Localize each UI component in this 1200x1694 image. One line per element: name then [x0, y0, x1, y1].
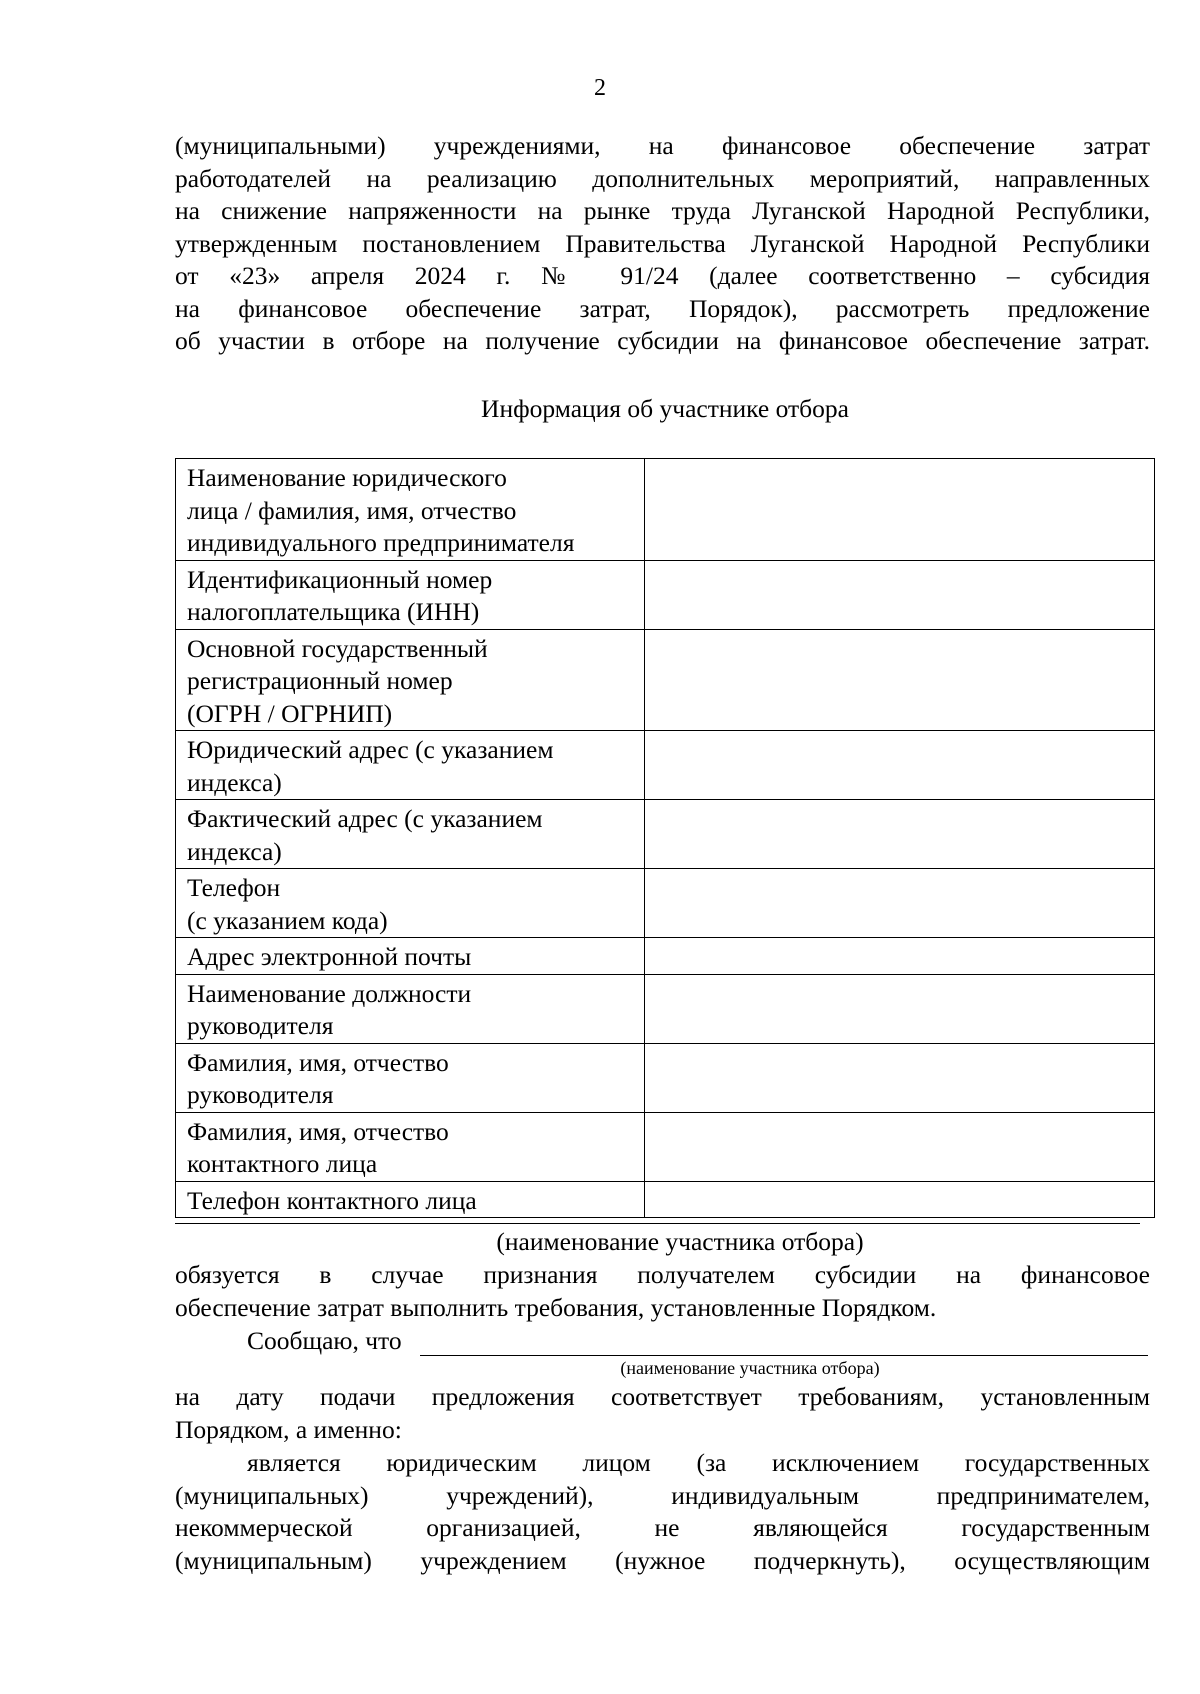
value-contact-name[interactable]	[645, 1112, 1155, 1181]
label-legal-name	[176, 459, 645, 561]
status-line: некоммерческой организацией, не являющейся государственным	[175, 1513, 1150, 1542]
participant-info-table	[175, 458, 1155, 1218]
table-row	[176, 1112, 1155, 1181]
label-line: налогоплательщика (ИНН)	[187, 597, 480, 626]
table-row	[176, 800, 1155, 869]
intro-line: на снижение напряженности на рынке труда Луганской Народной Республики,	[175, 196, 1150, 225]
intro-line: работодателей на реализацию дополнительных мероприятий, направленных	[175, 163, 1150, 193]
label-line: индекса)	[187, 836, 282, 866]
label-line: лица / фамилия, имя, отчество	[187, 495, 517, 525]
label-head-name	[176, 1043, 645, 1112]
report-name-caption: (наименование участника отбора)	[620, 1358, 880, 1378]
label-email	[176, 938, 645, 975]
table-row	[176, 1043, 1155, 1112]
label-contact-name	[176, 1112, 645, 1181]
obligation-line: обязуется в случае признания получателем субсидии на финансовое	[175, 1260, 1150, 1289]
value-inn[interactable]	[645, 560, 1155, 629]
status-paragraph	[175, 1447, 1150, 1577]
table-row	[176, 459, 1155, 561]
value-legal-address[interactable]	[645, 731, 1155, 800]
table-row	[176, 629, 1155, 731]
participant-name-blank[interactable]	[175, 1223, 1140, 1224]
table-row	[176, 938, 1155, 975]
value-legal-name[interactable]	[645, 459, 1155, 561]
conformity-paragraph	[175, 1381, 1150, 1446]
table-row	[176, 974, 1155, 1043]
status-line: (муниципальных) учреждений), индивидуальным предпринимателем,	[175, 1480, 1150, 1510]
label-line: контактного лица	[187, 1149, 378, 1178]
page-number: 2	[594, 75, 606, 101]
label-line: (ОГРН / ОГРНИП)	[187, 698, 393, 728]
label-line: руководителя	[187, 1080, 334, 1109]
table-row	[176, 731, 1155, 800]
label-line: регистрационный номер	[187, 666, 453, 695]
label-line: Фамилия, имя, отчество	[187, 1116, 449, 1146]
label-inn	[176, 560, 645, 629]
obligation-line: обеспечение затрат выполнить требования, установленные Порядком.	[175, 1292, 937, 1322]
label-line: Фамилия, имя, отчество	[187, 1047, 449, 1077]
status-line: является юридическим лицом (за исключением государственных	[247, 1448, 1150, 1477]
section-title: Информация об участнике отбора	[481, 394, 849, 423]
label-legal-address	[176, 731, 645, 800]
label-line: Наименование должности	[187, 978, 472, 1008]
table-row	[176, 1181, 1155, 1218]
label-ogrn	[176, 629, 645, 731]
intro-line: (муниципальными) учреждениями, на финансовое обеспечение затрат	[175, 131, 1150, 160]
label-line: индивидуального предпринимателя	[187, 528, 575, 557]
value-phone[interactable]	[645, 869, 1155, 938]
label-head-position	[176, 974, 645, 1043]
conformity-line: Порядком, а именно:	[175, 1414, 402, 1444]
label-line: Идентификационный номер	[187, 564, 493, 594]
obligation-paragraph	[175, 1259, 1150, 1324]
report-prefix: Сообщаю, что	[247, 1326, 402, 1355]
label-contact-phone	[176, 1181, 645, 1218]
participant-name-caption: (наименование участника отбора)	[496, 1227, 864, 1256]
value-head-position[interactable]	[645, 974, 1155, 1043]
label-line: Фактический адрес (с указанием	[187, 804, 543, 833]
report-name-blank[interactable]	[420, 1355, 1148, 1356]
label-line: Адрес электронной почты	[187, 942, 472, 971]
label-actual-address	[176, 800, 645, 869]
value-contact-phone[interactable]	[645, 1181, 1155, 1218]
label-line: Телефон контактного лица	[187, 1185, 477, 1215]
intro-paragraph	[175, 130, 1150, 358]
value-actual-address[interactable]	[645, 800, 1155, 869]
label-line: Основной государственный	[187, 633, 488, 663]
value-email[interactable]	[645, 938, 1155, 975]
intro-line: об участии в отборе на получение субсидии на финансовое обеспечение затрат.	[175, 326, 1150, 355]
status-line: (муниципальным) учреждением (нужное подчеркнуть), осуществляющим	[175, 1545, 1150, 1575]
label-line: Юридический адрес (с указанием	[187, 735, 554, 764]
conformity-line: на дату подачи предложения соответствует требованиям, установленным	[175, 1382, 1150, 1411]
label-line: Телефон	[187, 873, 281, 902]
label-line: (с указанием кода)	[187, 905, 388, 935]
intro-line: утвержденным постановлением Правительства Луганской Народной Республики	[175, 228, 1150, 258]
intro-line: от «23» апреля 2024 г. № 91/24 (далее соответственно – субсидия	[175, 261, 1150, 290]
label-line: Наименование юридического	[187, 463, 507, 492]
intro-line: на финансовое обеспечение затрат, Порядок), рассмотреть предложение	[175, 293, 1150, 323]
label-line: индекса)	[187, 767, 282, 797]
value-ogrn[interactable]	[645, 629, 1155, 731]
label-line: руководителя	[187, 1011, 334, 1040]
value-head-name[interactable]	[645, 1043, 1155, 1112]
table-row	[176, 560, 1155, 629]
table-row	[176, 869, 1155, 938]
label-phone	[176, 869, 645, 938]
